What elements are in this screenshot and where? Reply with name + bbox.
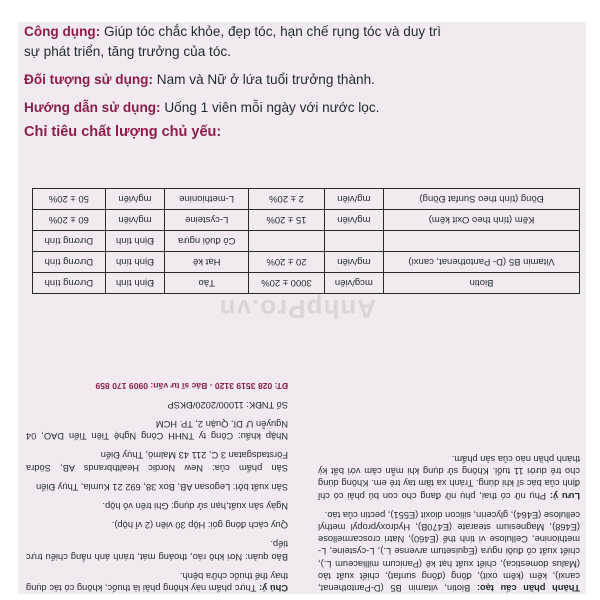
table-cell: 20 ± 20%	[249, 252, 324, 273]
note-label: Chú ý:	[258, 583, 288, 593]
registration-text: Số TNĐK: 11000/2020/ĐKSP	[167, 399, 288, 410]
table-row	[33, 273, 580, 294]
watermark: AnhpPro.vn	[218, 294, 376, 324]
table-cell: 60 ± 20%	[33, 210, 106, 231]
table-cell: Đồng (tính theo Sunfat Đồng)	[384, 189, 580, 210]
table-row	[33, 231, 580, 252]
table-cell: Tảo	[165, 273, 249, 294]
table-cell: Dương tính	[33, 231, 106, 252]
table-row	[33, 189, 580, 210]
usage-line	[24, 22, 580, 42]
product-label	[18, 22, 586, 594]
usage-line-2: sự phát triển, tăng trưởng của tóc.	[24, 44, 231, 59]
label-header	[24, 22, 580, 140]
instructions-line	[24, 98, 580, 118]
target-text: Nam và Nữ ở lứa tuổi trưởng thành.	[153, 72, 375, 87]
target-line	[24, 70, 580, 90]
target-label: Đối tượng sử dụng:	[24, 72, 154, 87]
table-cell: Biotin	[384, 273, 580, 294]
instructions-text: Uống 1 viên mỗi ngày với nước lọc.	[160, 100, 380, 115]
caution-paragraph	[318, 453, 580, 502]
table-cell: Định tính	[105, 273, 164, 294]
caution-label: Lưu ý:	[549, 490, 580, 501]
phone-text: ĐT: 028 3519 3120 - Bác sĩ tư vấn: 0909 170 859	[95, 380, 288, 391]
upside-down-section	[18, 172, 586, 594]
manufacturer-text: Sản xuất bởi: Legosan AB, Box 38, 692 21 Kumla, Thụy Điển	[36, 481, 288, 492]
table-cell: 50 ± 20%	[33, 189, 106, 210]
table-cell: Dương tính	[33, 252, 106, 273]
ingredients-paragraph	[318, 509, 580, 594]
dates-text: Ngày sản xuất,hạn sử dụng: Ghi trên vỏ hộp.	[102, 500, 288, 511]
table-cell: Hạt kê	[165, 252, 249, 273]
importer-text: Nhập khẩu: Công ty TNHH Công Nghệ Tiên Tiến DAO, 04 Nguyễn Ư Dĩ, Quận 2, TP. HCM	[26, 418, 288, 442]
ingredients-text: Biotin, vitamin B5 (D-Pantothenat, canxi), kẽm (kẽm oxit), đồng (đồng sunfat), chiết xuất tảo (Malus domestica), chiết xuất hạt kê (Panicum milliaceum L.), chiết xuất cỏ đuôi ngựa (Equisetum arvense L.), L-cysteine, L-methionine, Cellulose vi tinh thể (E460), Natri croscarmellose (E468), Magnesium stearate (E470B), Hydroxypropyl methyl cellulose (E464), glycerin, silicon dioxit (E551), pectin của táo.	[318, 509, 580, 593]
table-cell: 2 ± 20%	[249, 189, 324, 210]
usage-label: Công dụng:	[24, 24, 101, 39]
packaging-text: Quy cách đóng gói: Hộp 30 viên (2 vỉ hộp).	[111, 520, 288, 531]
table-cell: Định tính	[105, 231, 164, 252]
table-cell	[384, 231, 580, 252]
note-text: Thực phẩm này không phải là thuốc, không có tác dụng thay thế thuốc chữa bệnh.	[25, 570, 288, 593]
quality-table	[32, 188, 580, 294]
table-cell: Dương tính	[33, 273, 106, 294]
table-cell: L-methionine	[165, 189, 249, 210]
table-cell: Vitamin B5 (D- Pantothenat, canxi)	[384, 252, 580, 273]
table-cell: L-cysteine	[165, 210, 249, 231]
storage-text: Bảo quản: Nơi khô ráo, thoáng mát, tránh ánh nắng chiếu trực tiếp.	[26, 539, 288, 562]
table-cell: mg/viên	[105, 210, 164, 231]
table-cell: Cỏ đuôi ngựa	[165, 231, 249, 252]
note-paragraph	[26, 570, 288, 594]
ingredients-label: Thành phần cấu tạo:	[476, 583, 580, 593]
brand-owner-text: Sản phẩm của: New Nordic Healthbrands AB, Södra Förstadsgatan 3 C, 211 43 Malmö, Thụy Điển	[26, 450, 288, 473]
caution-text: Phụ nữ có thai, phụ nữ đang cho con bú phải có chỉ định của bác sĩ khi dùng. Tránh xa tầm tay trẻ em. Không dùng cho trẻ dưới 11 tuổi. Không sử dụng khi mẫn cảm với bất kỳ thành phần nào của sản phẩm.	[318, 453, 580, 501]
table-row	[33, 210, 580, 231]
left-column-text	[26, 372, 288, 594]
table-cell: mg/viên	[324, 189, 383, 210]
table-cell: 3000 ± 20%	[249, 273, 324, 294]
table-row	[33, 252, 580, 273]
instructions-label: Hướng dẫn sử dụng:	[24, 100, 161, 115]
table-cell	[324, 231, 383, 252]
table-cell	[249, 231, 324, 252]
table-cell: mcg/viên	[324, 273, 383, 294]
table-cell: mg/viên	[324, 210, 383, 231]
usage-text-1: Giúp tóc chắc khỏe, đẹp tóc, hạn chế rụng tóc và duy trì	[100, 24, 442, 39]
quality-title: Chỉ tiêu chất lượng chủ yếu:	[24, 124, 222, 140]
table-cell: Định tính	[105, 252, 164, 273]
right-column-text	[318, 446, 580, 594]
table-cell: mg/viên	[105, 189, 164, 210]
table-cell: Kẽm (tính theo Oxit kẽm)	[384, 210, 580, 231]
table-cell: mg/viên	[324, 252, 383, 273]
table-cell: 15 ± 20%	[249, 210, 324, 231]
